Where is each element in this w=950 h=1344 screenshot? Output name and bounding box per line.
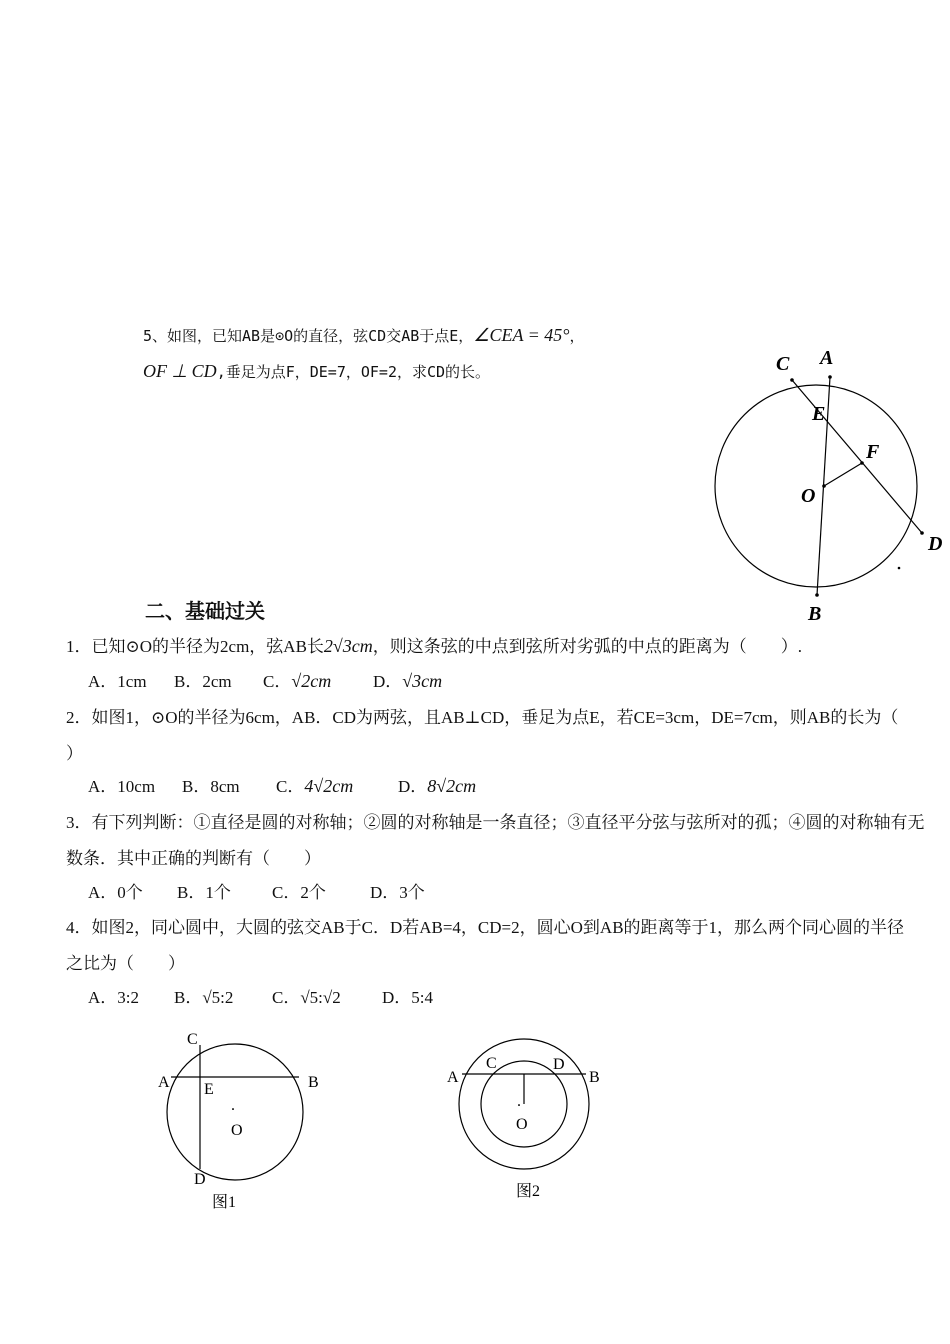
figure1-center-dot: .	[231, 1097, 235, 1114]
q3-text-line2: 数条．其中正确的判断有（ ）	[66, 849, 321, 868]
label-e: E	[812, 403, 826, 425]
q1-text-after: ，则这条弦的中点到弦所对劣弧的中点的距离为（ ）.	[372, 637, 803, 656]
problem5-line2	[143, 361, 490, 382]
figure2-label-c: C	[486, 1055, 497, 1072]
extra-dot	[898, 567, 901, 570]
q4-option-b-expr: √5:2	[202, 988, 234, 1007]
problem5-circle-figure	[700, 340, 950, 630]
label-b: B	[808, 603, 822, 625]
q1-option-c-expr: √2cm	[291, 671, 332, 691]
q2-option-b: B．8cm	[182, 777, 240, 796]
q1-text	[66, 632, 802, 657]
segment-of	[824, 463, 862, 486]
label-c: C	[776, 353, 790, 375]
figure2-label-b: B	[589, 1069, 600, 1086]
point-b	[815, 593, 819, 597]
angle-expression: ∠CEA = 45°	[473, 325, 570, 345]
figure2-caption: 图2	[516, 1183, 541, 1200]
problem5-line1	[143, 325, 584, 346]
q2-text-line1: 2．如图1，⊙O的半径为6cm，AB．CD为两弦，且AB⊥CD，垂足为点E，若CE=3cm，DE=7cm，则AB的长为（	[66, 708, 899, 727]
q4-text-line1: 4．如图2，同心圆中，大圆的弦交AB于C．D若AB=4，CD=2，圆心O到AB的距离等于1，那么两个同心圆的半径	[66, 918, 905, 937]
figure2-label-d: D	[553, 1056, 565, 1073]
q3-option-b: B．1个	[177, 883, 231, 902]
figure1-label-o: O	[231, 1122, 243, 1139]
label-d: D	[928, 533, 943, 555]
section-title: 二、基础过关	[145, 599, 265, 623]
perpendicular-expression: OF ⊥ CD	[143, 361, 217, 381]
q1-option-d-expr: √3cm	[402, 671, 443, 691]
q1-text-before: 1．已知⊙O的半径为2cm，弦AB长	[66, 637, 324, 656]
q1-option-d	[373, 667, 442, 692]
problem5-line1-suffix: ，	[569, 327, 585, 345]
q2-option-a: A．10cm	[88, 777, 156, 796]
figure1	[150, 1025, 330, 1225]
figure2-center-dot: .	[517, 1093, 521, 1110]
point-a	[828, 375, 832, 379]
figure1-label-d: D	[194, 1171, 206, 1188]
figure2	[440, 1030, 620, 1210]
q4-option-b	[174, 983, 233, 1008]
figure2-label-a: A	[447, 1069, 459, 1086]
figure2-label-o: O	[516, 1116, 528, 1133]
figure1-label-e: E	[204, 1081, 214, 1098]
q3-option-d: D．3个	[370, 883, 425, 902]
q2-option-c	[276, 772, 353, 797]
q2-text-line2: ）	[66, 744, 83, 763]
q2-option-c-expr: 4√2cm	[304, 776, 354, 796]
q1-option-c	[263, 667, 331, 692]
q2-option-d	[398, 772, 476, 797]
q3-option-c: C．2个	[272, 883, 326, 902]
point-d	[920, 531, 924, 535]
q2-option-d-expr: 8√2cm	[427, 776, 477, 796]
q1-option-c-label: C．	[263, 672, 292, 691]
q2-option-d-label: D．	[398, 777, 428, 796]
q1-option-a: A．1cm	[88, 672, 147, 691]
q4-text-line2: 之比为（ ）	[66, 954, 185, 973]
q4-option-a: A．3:2	[88, 988, 139, 1007]
q3-text-line1: 3．有下列判断：①直径是圆的对称轴；②圆的对称轴是一条直径；③直径平分弦与弦所对的孤；④圆的对称轴有无	[66, 813, 925, 832]
q4-option-d: D．5:4	[382, 988, 433, 1007]
q1-option-d-label: D．	[373, 672, 403, 691]
figure1-label-b: B	[308, 1074, 319, 1091]
problem5-line1-prefix: 5、如图，已知AB是⊙O的直径，弦CD交AB于点E，	[143, 327, 474, 345]
point-c	[790, 378, 794, 382]
q3-option-a: A．0个	[88, 883, 143, 902]
point-o	[822, 484, 826, 488]
figure1-circle	[167, 1044, 303, 1180]
figure1-label-a: A	[158, 1074, 170, 1091]
point-f	[860, 461, 864, 465]
label-o: O	[801, 485, 816, 507]
q1-expression: 2√3cm	[323, 636, 373, 656]
label-a: A	[820, 347, 834, 369]
problem5-line2-text: ,垂足为点F，DE=7，OF=2，求CD的长。	[216, 363, 491, 381]
figure1-caption: 图1	[212, 1194, 237, 1211]
q2-option-c-label: C．	[276, 777, 305, 796]
figure1-label-c: C	[187, 1031, 198, 1048]
q4-option-b-label: B．	[174, 988, 203, 1007]
q4-option-c-expr: √5:√2	[300, 988, 341, 1007]
q1-option-b: B．2cm	[174, 672, 232, 691]
label-f: F	[866, 441, 880, 463]
q4-option-c	[272, 983, 341, 1008]
q4-option-c-label: C．	[272, 988, 301, 1007]
